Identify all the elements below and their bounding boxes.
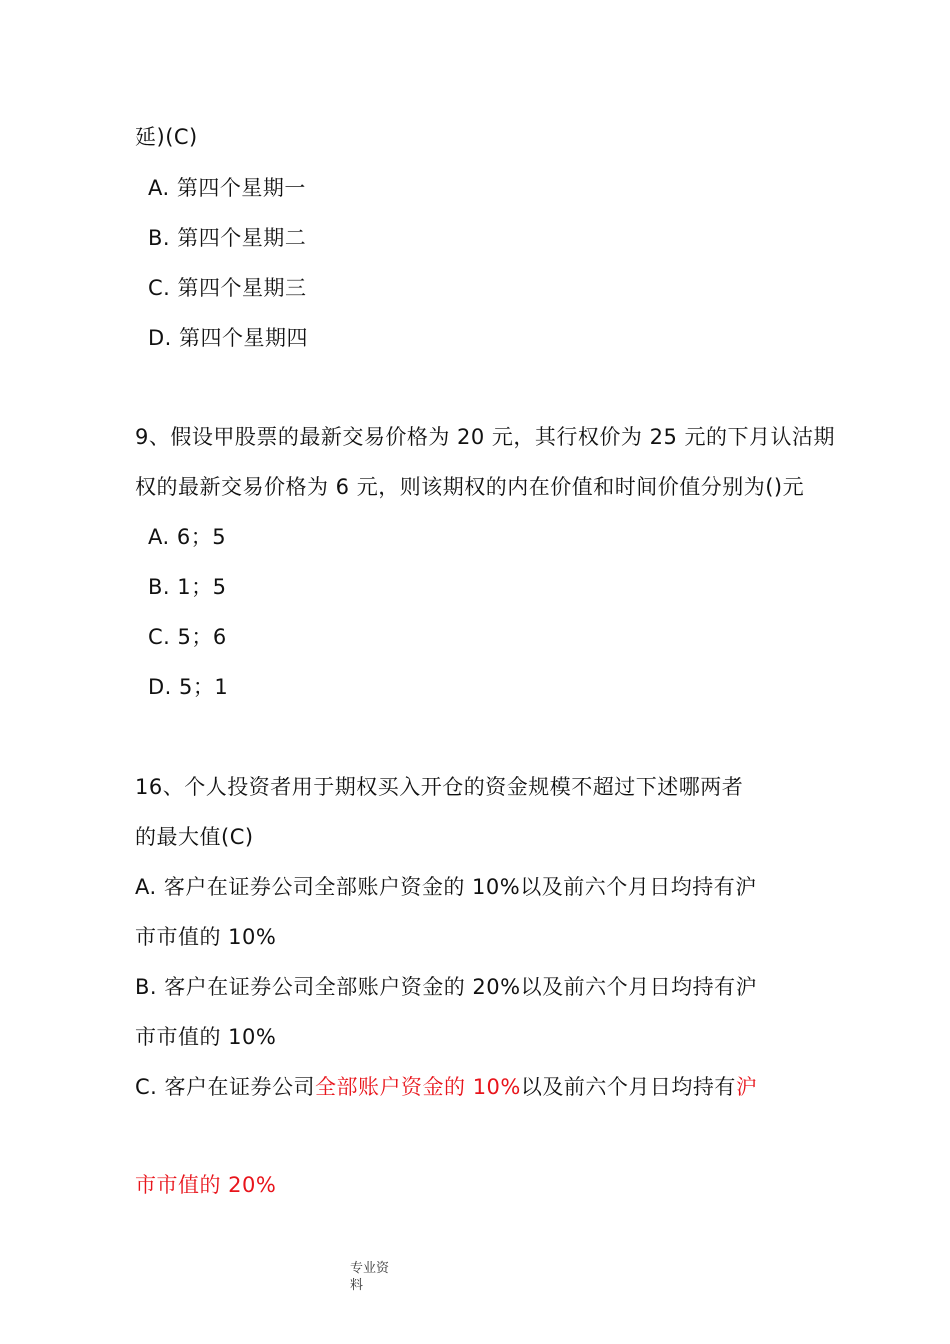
q16-option-b-line-2: 市市值的 10% (135, 1025, 277, 1049)
q16-option-c-line-2: 市市值的 20% (135, 1173, 277, 1197)
q9-option-d: D. 5；1 (148, 675, 229, 699)
q8-option-b: B. 第四个星期二 (148, 226, 307, 250)
q16-option-a-line-2: 市市值的 10% (135, 925, 277, 949)
q9-option-c: C. 5；6 (148, 625, 227, 649)
q16-option-a-line-1: A. 客户在证券公司全部账户资金的 10%以及前六个月日均持有沪 (135, 875, 757, 899)
q9-option-b: B. 1；5 (148, 575, 227, 599)
q16-stem-line-2: 的最大值(C) (135, 825, 254, 849)
q9-stem-line-2: 权的最新交易价格为 6 元，则该期权的内在价值和时间价值分别为()元 (135, 475, 805, 499)
q16-stem-line-1: 16、个人投资者用于期权买入开仓的资金规模不超过下述哪两者 (135, 775, 744, 799)
question-8-answer-line: 延)(C) (135, 125, 198, 149)
footer-line-2: 料 (350, 1278, 364, 1293)
q16-option-c-line-1 (135, 1074, 757, 1100)
q9-option-a: A. 6；5 (148, 525, 227, 549)
page-footer (350, 1260, 410, 1294)
q8-option-a: A. 第四个星期一 (148, 176, 306, 200)
q16-option-c-highlight-a: 全部账户资金的 10% (315, 1075, 521, 1099)
q8-option-d: D. 第四个星期四 (148, 326, 309, 350)
q16-option-c-highlight-b: 沪 (735, 1075, 758, 1099)
footer-line-1: 专业资 (350, 1261, 390, 1276)
q8-option-c: C. 第四个星期三 (148, 276, 307, 300)
q16-option-c-text-a: C. 客户在证券公司 (135, 1075, 316, 1099)
q16-option-c-text-b: 以及前六个月日均持有 (520, 1075, 736, 1099)
q16-option-b-line-1: B. 客户在证券公司全部账户资金的 20%以及前六个月日均持有沪 (135, 975, 758, 999)
q9-stem-line-1: 9、假设甲股票的最新交易价格为 20 元，其行权价为 25 元的下月认沽期 (135, 425, 836, 449)
